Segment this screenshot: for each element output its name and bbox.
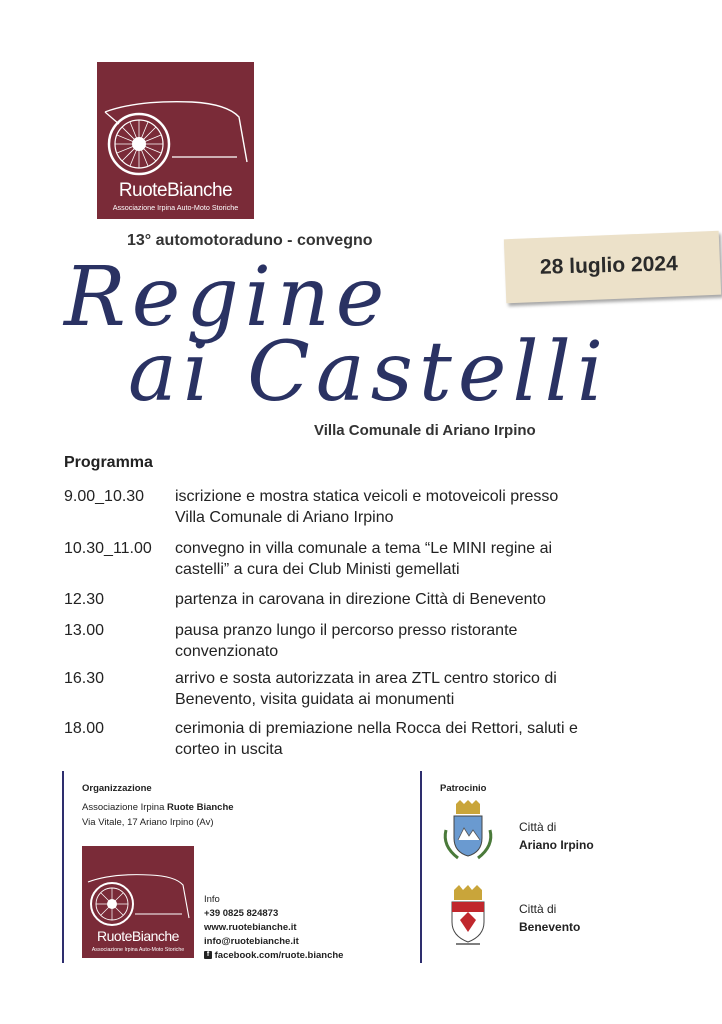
organizzazione-heading: Organizzazione	[82, 783, 152, 794]
logo-name: RuoteBianche	[97, 928, 179, 944]
patrocinio-city-ariano	[519, 818, 594, 854]
programma-heading: Programma	[64, 454, 153, 471]
ariano-coat-of-arms-icon	[440, 800, 496, 866]
program-desc-line: corteo in uscita	[175, 741, 283, 758]
program-desc	[175, 486, 645, 528]
program-desc-line: partenza in carovana in direzione Città di Benevento	[175, 591, 546, 608]
assoc-prefix: Associazione Irpina	[82, 802, 165, 813]
info-phone[interactable]: +39 0825 824873	[204, 908, 279, 919]
event-date: 28 luglio 2024	[539, 252, 678, 279]
program-time: 16.30	[64, 670, 105, 687]
city-name: Ariano Irpino	[519, 838, 594, 852]
event-subtitle: 13° automotoraduno - convegno	[127, 232, 373, 249]
program-time: 10.30_11.00	[64, 540, 152, 557]
program-desc-line: convegno in villa comunale a tema “Le MINI regine ai	[175, 540, 553, 557]
city-name: Benevento	[519, 920, 581, 934]
program-desc-line: convenzionato	[175, 643, 279, 660]
facebook-icon: f	[204, 951, 212, 959]
city-prefix: Città di	[519, 820, 557, 834]
program-desc	[175, 718, 645, 760]
program-desc-line: Benevento, visita guidata ai monumenti	[175, 691, 455, 708]
assoc-name: Ruote Bianche	[167, 802, 234, 813]
divider-right	[420, 771, 422, 963]
title-line1: Regine	[64, 250, 391, 345]
divider-left	[62, 771, 64, 963]
logo-name: RuoteBianche	[118, 180, 233, 201]
logo-tagline: Associazione Irpina Auto-Moto Storiche	[91, 947, 185, 953]
program-time: 18.00	[64, 720, 105, 737]
program-desc-line: iscrizione e mostra statica veicoli e motoveicoli presso	[175, 488, 559, 505]
city-prefix: Città di	[519, 902, 557, 916]
info-facebook[interactable]	[204, 949, 343, 963]
info-block	[204, 893, 343, 963]
program-desc	[175, 668, 645, 710]
program-desc-line: castelli” a cura dei Club Ministi gemellati	[175, 561, 460, 578]
program-desc-line: Villa Comunale di Ariano Irpino	[175, 509, 394, 526]
program-desc	[175, 620, 645, 662]
organizzazione-assoc	[82, 800, 234, 815]
program-desc	[175, 589, 645, 610]
logo-tagline: Associazione Irpina Auto-Moto Storiche	[112, 203, 239, 212]
program-time: 9.00_10.30	[64, 488, 145, 505]
program-time: 12.30	[64, 591, 105, 608]
title-line2: ai Castelli	[128, 325, 610, 420]
info-label: Info	[204, 894, 220, 905]
patrocinio-heading: Patrocinio	[440, 783, 487, 794]
program-desc-line: cerimonia di premiazione nella Rocca dei Rettori, saluti e	[175, 720, 578, 737]
organizzazione-block	[82, 781, 234, 830]
venue: Villa Comunale di Ariano Irpino	[314, 422, 536, 439]
organizzazione-address: Via Vitale, 17 Ariano Irpino (Av)	[82, 817, 214, 828]
program-time: 13.00	[64, 622, 105, 639]
logo-bottom	[82, 846, 194, 958]
facebook-link[interactable]: facebook.com/ruote.bianche	[214, 950, 344, 961]
program-desc	[175, 538, 645, 580]
patrocinio-city-benevento	[519, 900, 580, 936]
program-desc-line: arrivo e sosta autorizzata in area ZTL centro storico di	[175, 670, 557, 687]
logo-top	[97, 62, 254, 219]
benevento-coat-of-arms-icon	[446, 884, 490, 948]
info-email[interactable]: info@ruotebianche.it	[204, 936, 299, 947]
info-website[interactable]: www.ruotebianche.it	[204, 922, 297, 933]
program-desc-line: pausa pranzo lungo il percorso presso ristorante	[175, 622, 518, 639]
